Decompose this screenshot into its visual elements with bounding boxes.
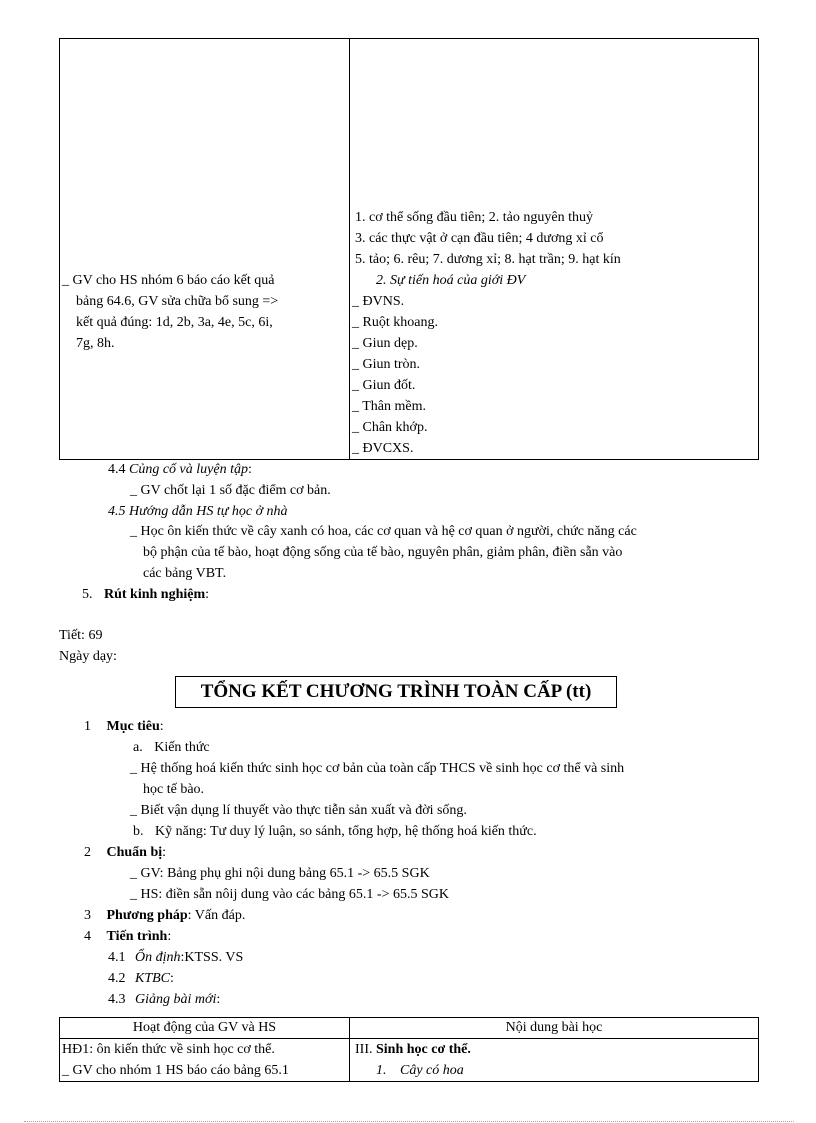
content-subheading [350, 1060, 758, 1081]
content-heading [350, 1039, 758, 1060]
content-line: 5. tảo; 6. rêu; 7. dương xỉ; 8. hạt trần; 9. hạt kín [355, 252, 621, 267]
activity-line: _ GV cho nhóm 1 HS báo cáo bảng 65.1 [62, 1063, 289, 1078]
page-title: TỔNG KẾT CHƯƠNG TRÌNH TOÀN CẤP (tt) [175, 676, 617, 708]
content-heading-text: Sinh học cơ thể. [376, 1042, 471, 1057]
page-bottom-divider [24, 1121, 794, 1122]
item-text: Kỹ năng: Tư duy lý luận, so sánh, tổng hợp, hệ thống hoá kiến thức. [155, 824, 537, 839]
animal-group-item: _ Ruột khoang. [352, 315, 438, 330]
section-number: 1 [84, 719, 91, 734]
section-4-5 [108, 501, 288, 522]
section-4-1 [108, 947, 243, 968]
homework-line: bộ phận của tế bào, hoạt động sống của tế bào, nguyên phân, giảm phân, điền sẵn vào [143, 545, 623, 560]
objective-item: _ Biết vận dụng lí thuyết vào thực tiễn sản xuất và đời sống. [130, 803, 467, 818]
objective-b [133, 821, 537, 842]
section-heading: Tiến trình [106, 929, 168, 944]
animal-evolution-subheading: 2. Sự tiến hoá của giới ĐV [376, 273, 526, 288]
section-heading: Ổn định [135, 950, 181, 965]
section-4-4-item: _ GV chốt lại 1 số đặc điểm cơ bản. [130, 483, 331, 498]
lesson-content-cell [350, 39, 759, 460]
section-heading: Phương pháp [106, 908, 188, 923]
objective-a [133, 737, 210, 758]
section-number: 4.5 [108, 504, 126, 519]
section-number: 4.3 [108, 992, 126, 1007]
section-heading: Củng cố và luyện tập [129, 462, 248, 477]
section-text: : [216, 992, 221, 1007]
section-4 [84, 926, 171, 947]
section-text: : Vấn đáp. [187, 908, 246, 923]
sub-text: Cây có hoa [400, 1063, 464, 1078]
section-number: 4.2 [108, 971, 126, 986]
lesson-table [59, 1017, 759, 1082]
roman-numeral: III. [355, 1042, 376, 1057]
item-text: Kiến thức [154, 740, 210, 755]
left-cell-line: kết quả đúng: 1d, 2b, 3a, 4e, 5c, 6i, [76, 315, 273, 330]
section-heading: Chuẩn bị [106, 845, 163, 860]
animal-group-item: _ Giun dẹp. [352, 336, 418, 351]
section-number: 4 [84, 929, 91, 944]
section-number: 2 [84, 845, 91, 860]
preparation-item: _ GV: Bảng phụ ghi nội dung bảng 65.1 -> 65.5 SGK [130, 866, 430, 881]
animal-group-item: _ ĐVCXS. [352, 441, 414, 456]
animal-group-item: _ Chân khớp. [352, 420, 428, 435]
homework-line: các bảng VBT. [143, 566, 227, 581]
section-heading: Mục tiêu [106, 719, 160, 734]
animal-group-item: _ ĐVNS. [352, 294, 405, 309]
objective-item: _ Hệ thống hoá kiến thức sinh học cơ bản của toàn cấp THCS về sinh học cơ thể và sinh [130, 761, 625, 776]
section-3 [84, 905, 245, 926]
activity-line: HĐ1: ôn kiến thức về sinh học cơ thể. [62, 1042, 275, 1057]
section-number: 4.4 [108, 462, 126, 477]
section-number: 4.1 [108, 950, 126, 965]
section-1 [84, 716, 164, 737]
header-teacher-activity: Hoạt động của GV và HS [60, 1018, 350, 1039]
animal-group-item: _ Thân mềm. [352, 399, 427, 414]
section-heading: Rút kinh nghiệm [104, 587, 206, 602]
teaching-date: Ngày dạy: [59, 649, 117, 664]
section-colon: : [247, 462, 252, 477]
section-5 [82, 584, 209, 605]
item-label: b. [133, 824, 144, 839]
section-heading: Giảng bài mới [135, 992, 217, 1007]
preparation-item: _ HS: điền sẵn nôij dung vào các bảng 65.1 -> 65.5 SGK [130, 887, 449, 902]
content-line: 3. các thực vật ở cạn đầu tiên; 4 dương xỉ cổ [355, 231, 604, 246]
section-4-3 [108, 989, 220, 1010]
section-colon: : [162, 845, 167, 860]
left-cell-line: bảng 64.6, GV sửa chữa bổ sung => [76, 294, 279, 309]
section-4-4 [108, 459, 252, 480]
activity-table-continued [59, 38, 759, 460]
item-label: a. [133, 740, 143, 755]
content-line: 1. cơ thể sống đầu tiên; 2. tảo nguyên thuỷ [355, 210, 593, 225]
section-text: :KTSS. VS [180, 950, 244, 965]
lesson-number: Tiết: 69 [59, 628, 103, 643]
section-colon: : [167, 929, 172, 944]
section-colon: : [205, 587, 210, 602]
animal-group-item: _ Giun đốt. [352, 378, 416, 393]
left-cell-line: 7g, 8h. [76, 336, 115, 351]
section-4-2 [108, 968, 174, 989]
section-number: 5. [82, 587, 93, 602]
sub-number: 1. [376, 1063, 387, 1078]
section-text: : [170, 971, 174, 986]
teacher-activity-cell [60, 39, 350, 460]
section-2 [84, 842, 166, 863]
header-lesson-content: Nội dung bài học [350, 1018, 759, 1039]
section-number: 3 [84, 908, 91, 923]
lesson-content-cell [350, 1039, 759, 1082]
objective-item: học tế bào. [143, 782, 205, 797]
section-colon: : [159, 719, 164, 734]
homework-line: _ Học ôn kiến thức về cây xanh có hoa, các cơ quan và hệ cơ quan ở người, chức năng các [130, 524, 637, 539]
animal-group-item: _ Giun tròn. [352, 357, 421, 372]
section-heading: Hướng dẫn HS tự học ở nhà [129, 504, 288, 519]
teacher-activity-cell [60, 1039, 350, 1082]
section-heading: KTBC [135, 971, 171, 986]
left-cell-line: _ GV cho HS nhóm 6 báo cáo kết quả [62, 273, 275, 288]
